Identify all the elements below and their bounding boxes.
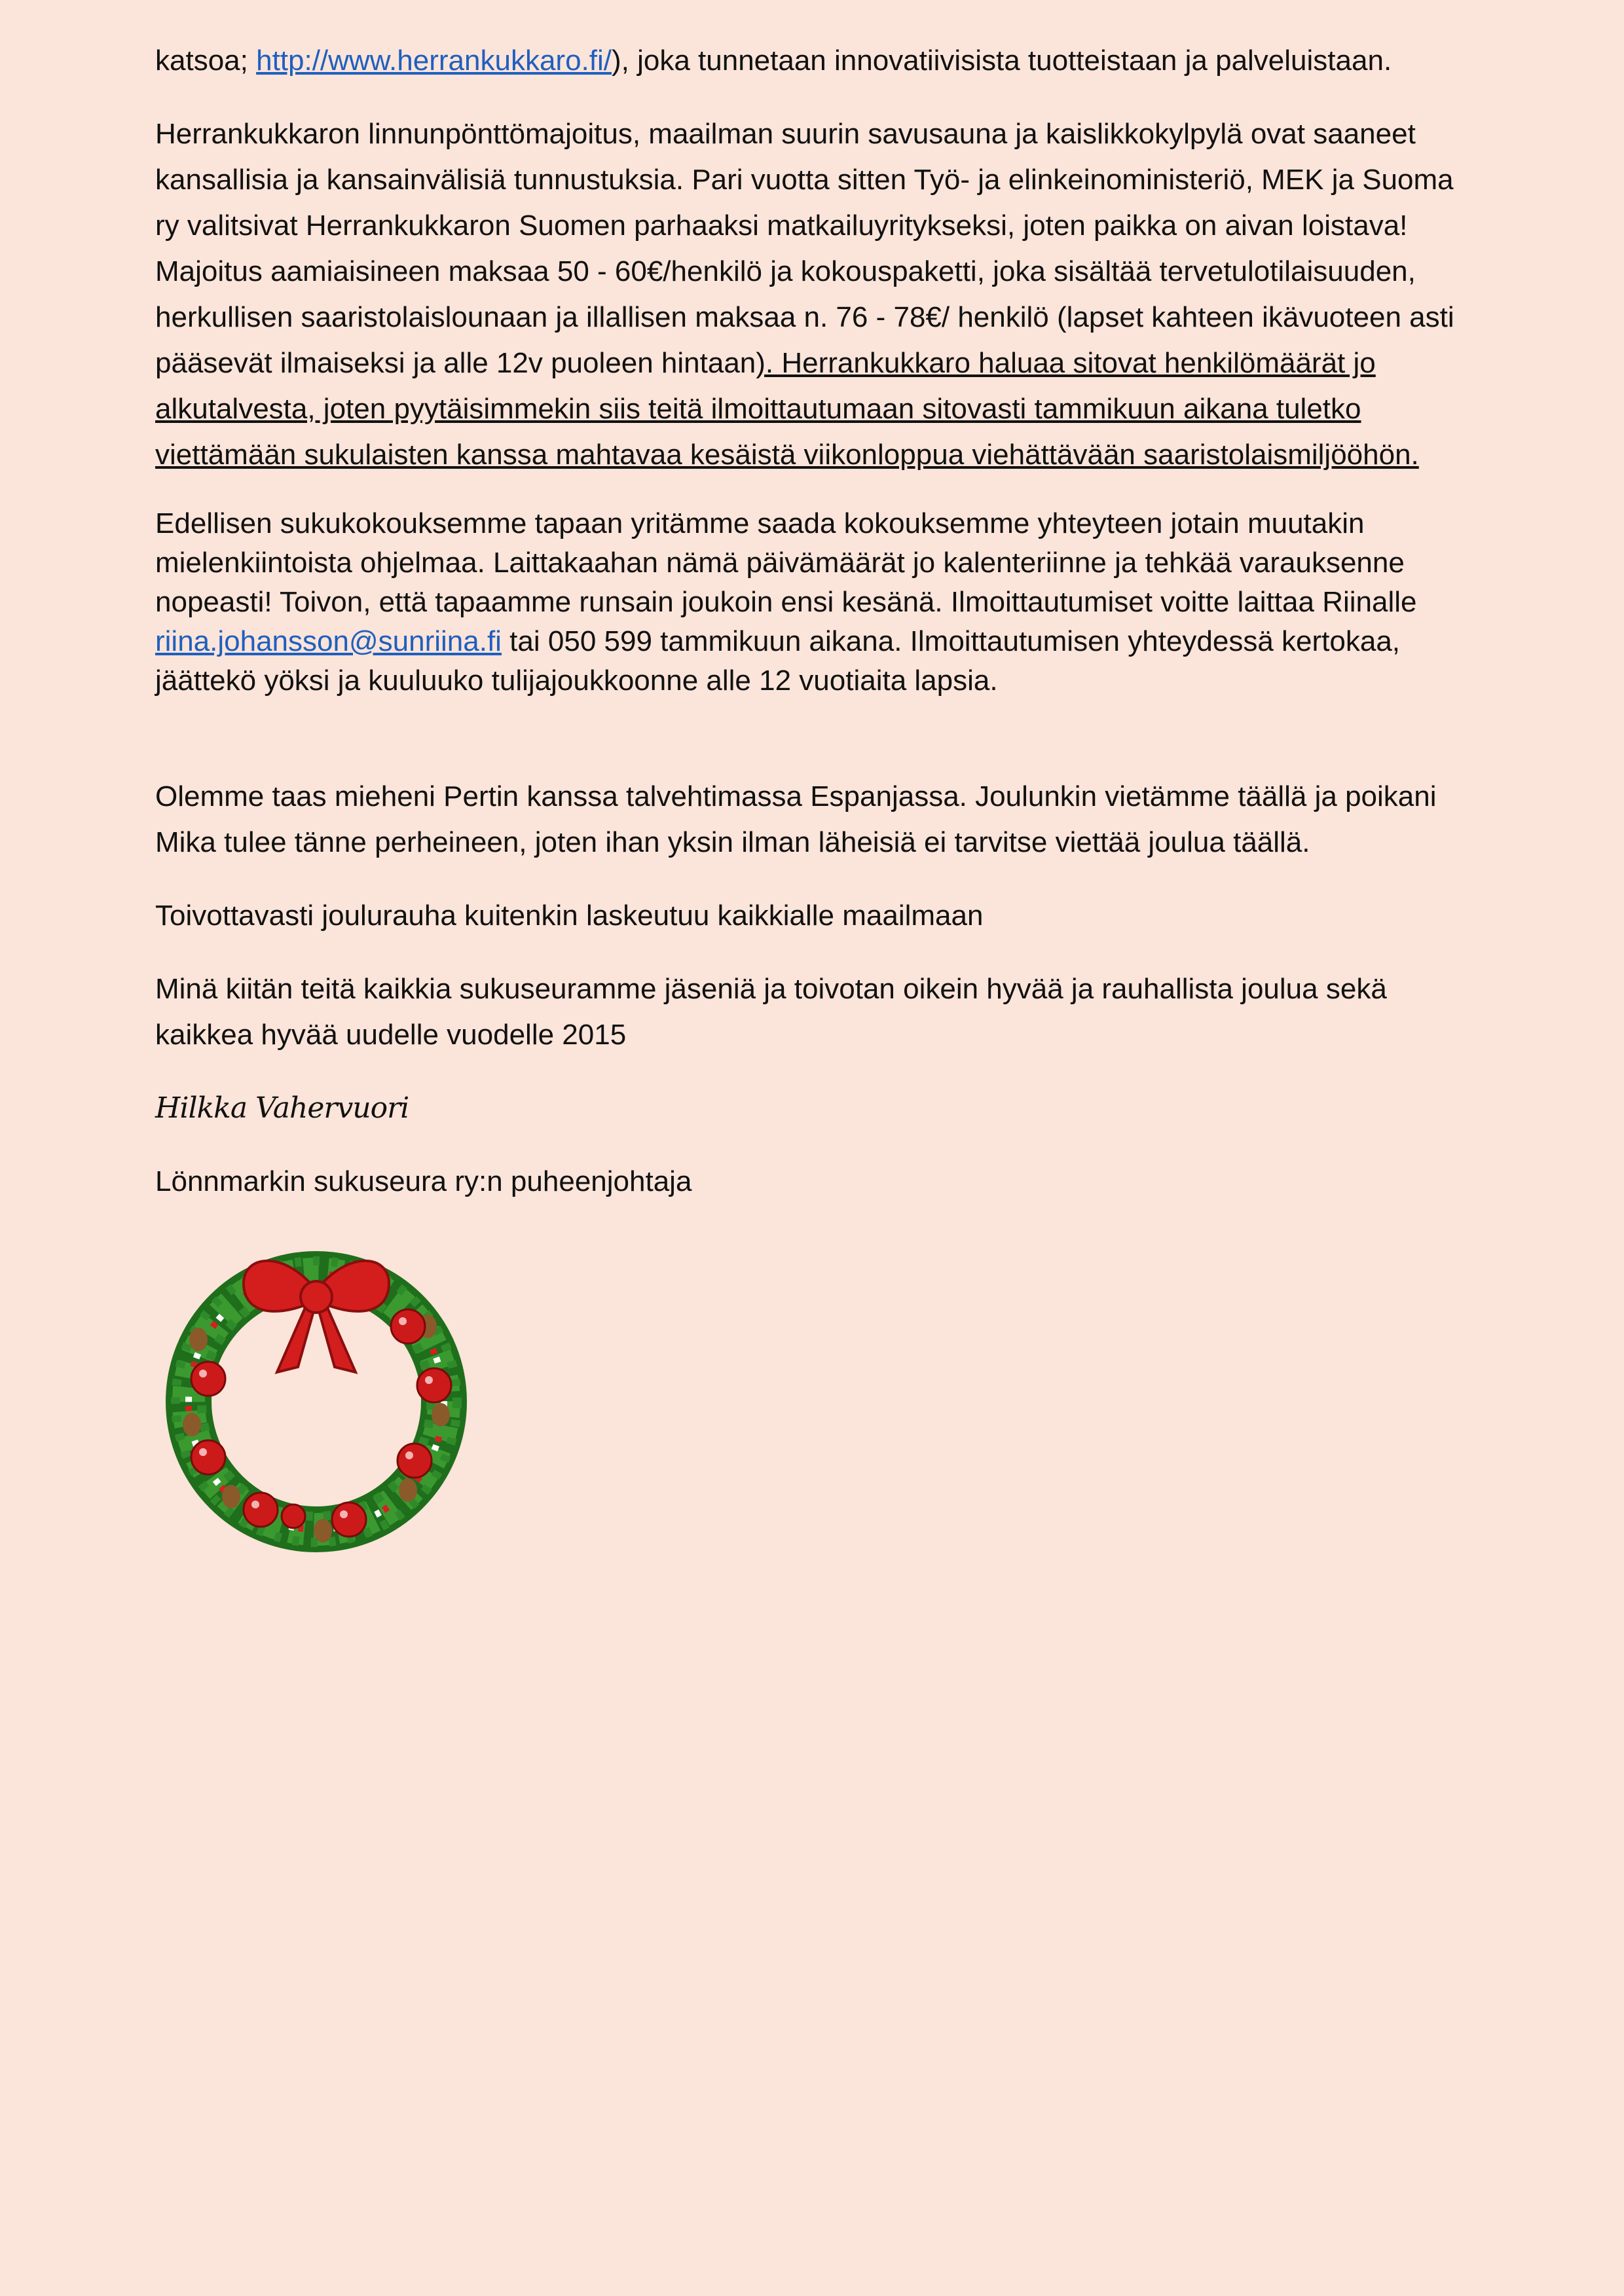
signature: Hilkka Vahervuori	[155, 1091, 409, 1125]
paragraph-herrankukkaro	[155, 111, 1471, 478]
registration-suffix: tai 050 599 tammikuun aikana. Ilmoittautumisen yhteydessä kertokaa, jäättekö yöksi ja kuuluuko tulijajoukkoonne alle 12 vuotiaita lapsia.	[155, 625, 1401, 697]
riina-email-link[interactable]: riina.johansson@sunriina.fi	[155, 625, 502, 657]
document-body	[155, 38, 1471, 1556]
paragraph-registration	[155, 504, 1471, 701]
herrankukkaro-text: Herrankukkaron linnunpönttömajoitus, maailman suurin savusauna ja kaislikkokylpylä ovat saaneet kansallisia ja kansainvälisiä tunnustuksia. Pari vuotta sitten Työ- ja elinkeinoministeriö, MEK ja Suoma ry valitsivat Herrankukkaron Suomen parhaaksi matkailuyritykseksi, joten paikka on aivan loistava! Majoitus aamiaisineen maksaa 50 - 60€/henkilö ja kokouspaketti, joka sisältää tervetulotilaisuuden, herkullisen saaristolaislounaan ja illallisen maksaa n. 76 - 78€/ henkilö (lapset kahteen ikävuoteen asti pääsevät ilmaiseksi ja alle 12v puoleen hintaan	[155, 118, 1454, 379]
paragraph-greetings: Minä kiitän teitä kaikkia sukuseuramme jäseniä ja toivotan oikein hyvää ja rauhallista joulua sekä kaikkea hyvää uudelle vuodelle 2015	[155, 973, 1387, 1051]
herrankukkaro-link[interactable]: http://www.herrankukkaro.fi/	[256, 45, 612, 77]
paragraph-peace: Toivottavasti joulurauha kuitenkin laskeutuu kaikkialle maailmaan	[155, 900, 984, 932]
christmas-wreath-icon	[153, 1228, 480, 1556]
chair-title: Lönnmarkin sukuseura ry:n puheenjohtaja	[155, 1165, 692, 1197]
website-prefix: katsoa;	[155, 45, 257, 77]
herrankukkaro-underlined: ). Herrankukkaro haluaa sitovat henkilömäärät jo alkutalvesta, joten pyytäisimmekin siis teitä ilmoittautumaan sitovasti tammikuun aikana tuletko viettämään sukulaisten kanssa mahtavaa kesäistä viikonloppua viehättävään saaristolaismiljööhön.	[155, 347, 1419, 471]
registration-text: Edellisen sukukokouksemme tapaan yritämme saada kokouksemme yhteyteen jotain muutakin mielenkiintoista ohjelmaa. Laittakaahan nämä päivämäärät jo kalenteriinne ja tehkää varauksenne nopeasti! Toivon, että tapaamme runsain joukoin ensi kesänä. Ilmoittautumiset voitte laittaa Riinalle	[155, 507, 1417, 618]
paragraph-website	[155, 38, 1471, 84]
paragraph-spain: Olemme taas mieheni Pertin kanssa talvehtimassa Espanjassa. Joulunkin vietämme täällä ja poikani Mika tulee tänne perheineen, joten ihan yksin ilman läheisiä ei tarvitse viettää joulua täällä.	[155, 780, 1437, 858]
website-suffix: ), joka tunnetaan innovatiivisista tuotteistaan ja palveluistaan.	[611, 45, 1392, 77]
